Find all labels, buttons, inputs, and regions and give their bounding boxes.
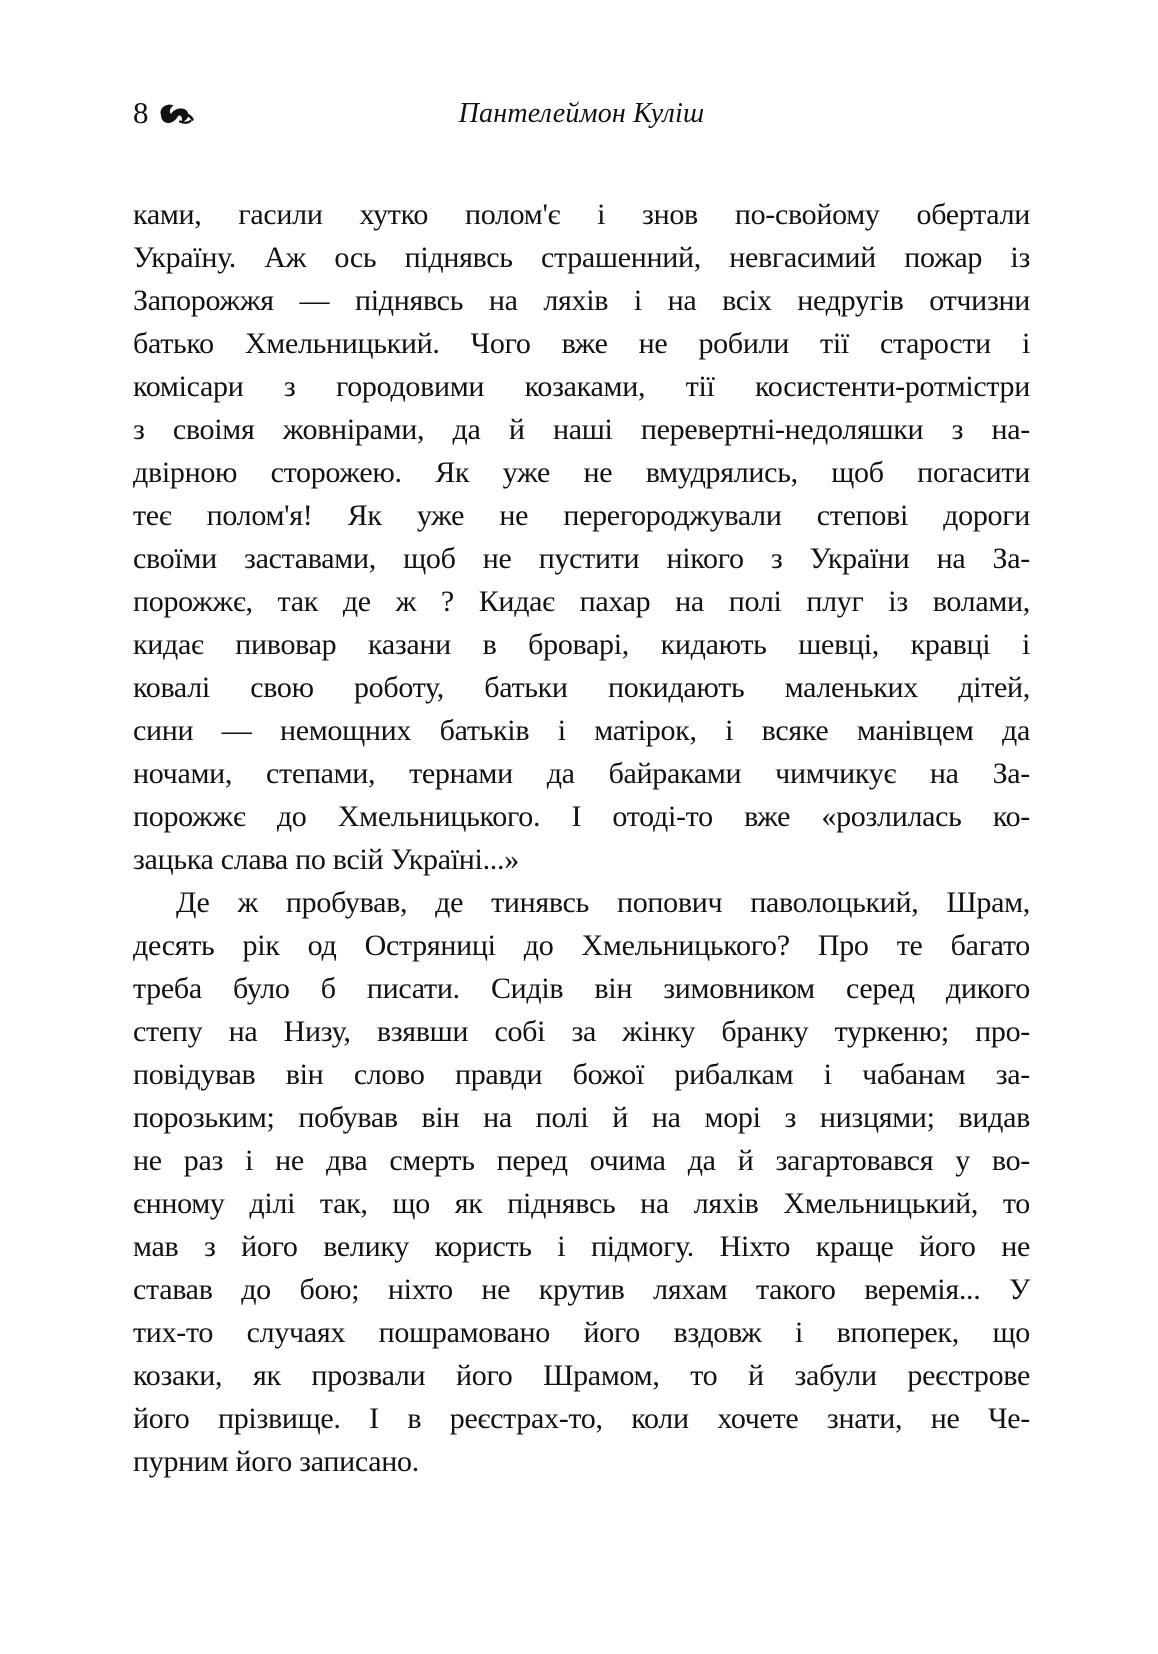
text-line: мав з його велику користь і підмогу. Ніхто краще його не [133, 1230, 1030, 1263]
text-line: двірною сторожею. Як уже не вмудрялись, щоб погасити [133, 456, 1030, 489]
text-line: не раз і не два смерть перед очима да й загартовався у во- [133, 1144, 1030, 1177]
text-line: ночами, степами, тернами да байраками чимчикує на За- [133, 757, 1030, 790]
text-line: комісари з городовими козаками, тії косистенти-ротмістри [133, 370, 1030, 403]
text-line: його прізвище. І в реєстрах-то, коли хочете знати, не Че- [133, 1402, 1030, 1435]
text-line: порозьким; побував він на полі й на морі з низцями; видав [133, 1101, 1030, 1134]
text-line: порожжє до Хмельницького. І отоді-то вже «розлилась ко- [133, 800, 1030, 833]
text-line: порожжє, так де ж ? Кидає пахар на полі плуг із волами, [133, 585, 1030, 618]
text-line: повідував він слово правди божої рибалкам і чабанам за- [133, 1058, 1030, 1091]
text-line: тих-то случаях пошрамовано його вздовж і впоперек, що [133, 1316, 1030, 1349]
running-header: Пантелеймон Куліш [458, 98, 705, 129]
text-line: батько Хмельницький. Чого вже не робили тії старости і [133, 327, 1030, 360]
paragraph [133, 881, 1030, 1483]
text-line: козаки, як прозвали його Шрамом, то й забули реєстрове [133, 1359, 1030, 1392]
text-line: з своімя жовнірами, да й наші перевертні-недоляшки з на- [133, 413, 1030, 446]
text-line: ставав до бою; ніхто не крутив ляхам такого веремія... У [133, 1273, 1030, 1306]
text-line: єнному ділі так, що як піднявсь на ляхів Хмельницький, то [133, 1187, 1030, 1220]
text-line: ками, гасили хутко полом'є і знов по-свойому обертали [133, 198, 1030, 231]
text-line: пурним його записано. [133, 1445, 419, 1478]
text-line: кидає пивовар казани в броварі, кидають шевці, кравці і [133, 628, 1030, 661]
text-line: степу на Низу, взявши собі за жінку бранку туркеню; про- [133, 1015, 1030, 1048]
text-line: своїми заставами, щоб не пустити нікого з України на За- [133, 542, 1030, 575]
text-line: треба було б писати. Сидів він зимовником серед дикого [133, 972, 1030, 1005]
text-line: десять рік од Остряниці до Хмельницького? Про те багато [133, 929, 1030, 962]
text-line: теє полом'я! Як уже не перегороджували степові дороги [133, 499, 1030, 532]
text-line: Запорожжя — піднявсь на ляхів і на всіх недругів отчизни [133, 284, 1030, 317]
page-number: 8 [133, 95, 149, 130]
paragraph [133, 193, 1030, 881]
page-header [133, 95, 1030, 133]
text-body [133, 193, 1030, 1483]
text-line: сини — немощних батьків і матірок, і всяке манівцем да [133, 714, 1030, 747]
text-line: Де ж пробував, де тинявсь попович паволоцький, Шрам, [176, 886, 1030, 919]
text-line: зацька слава по всій Україні...» [133, 843, 519, 876]
text-line: ковалі свою роботу, батьки покидають маленьких дітей, [133, 671, 1030, 704]
text-line: Україну. Аж ось піднявсь страшенний, невгасимий пожар із [133, 241, 1030, 274]
